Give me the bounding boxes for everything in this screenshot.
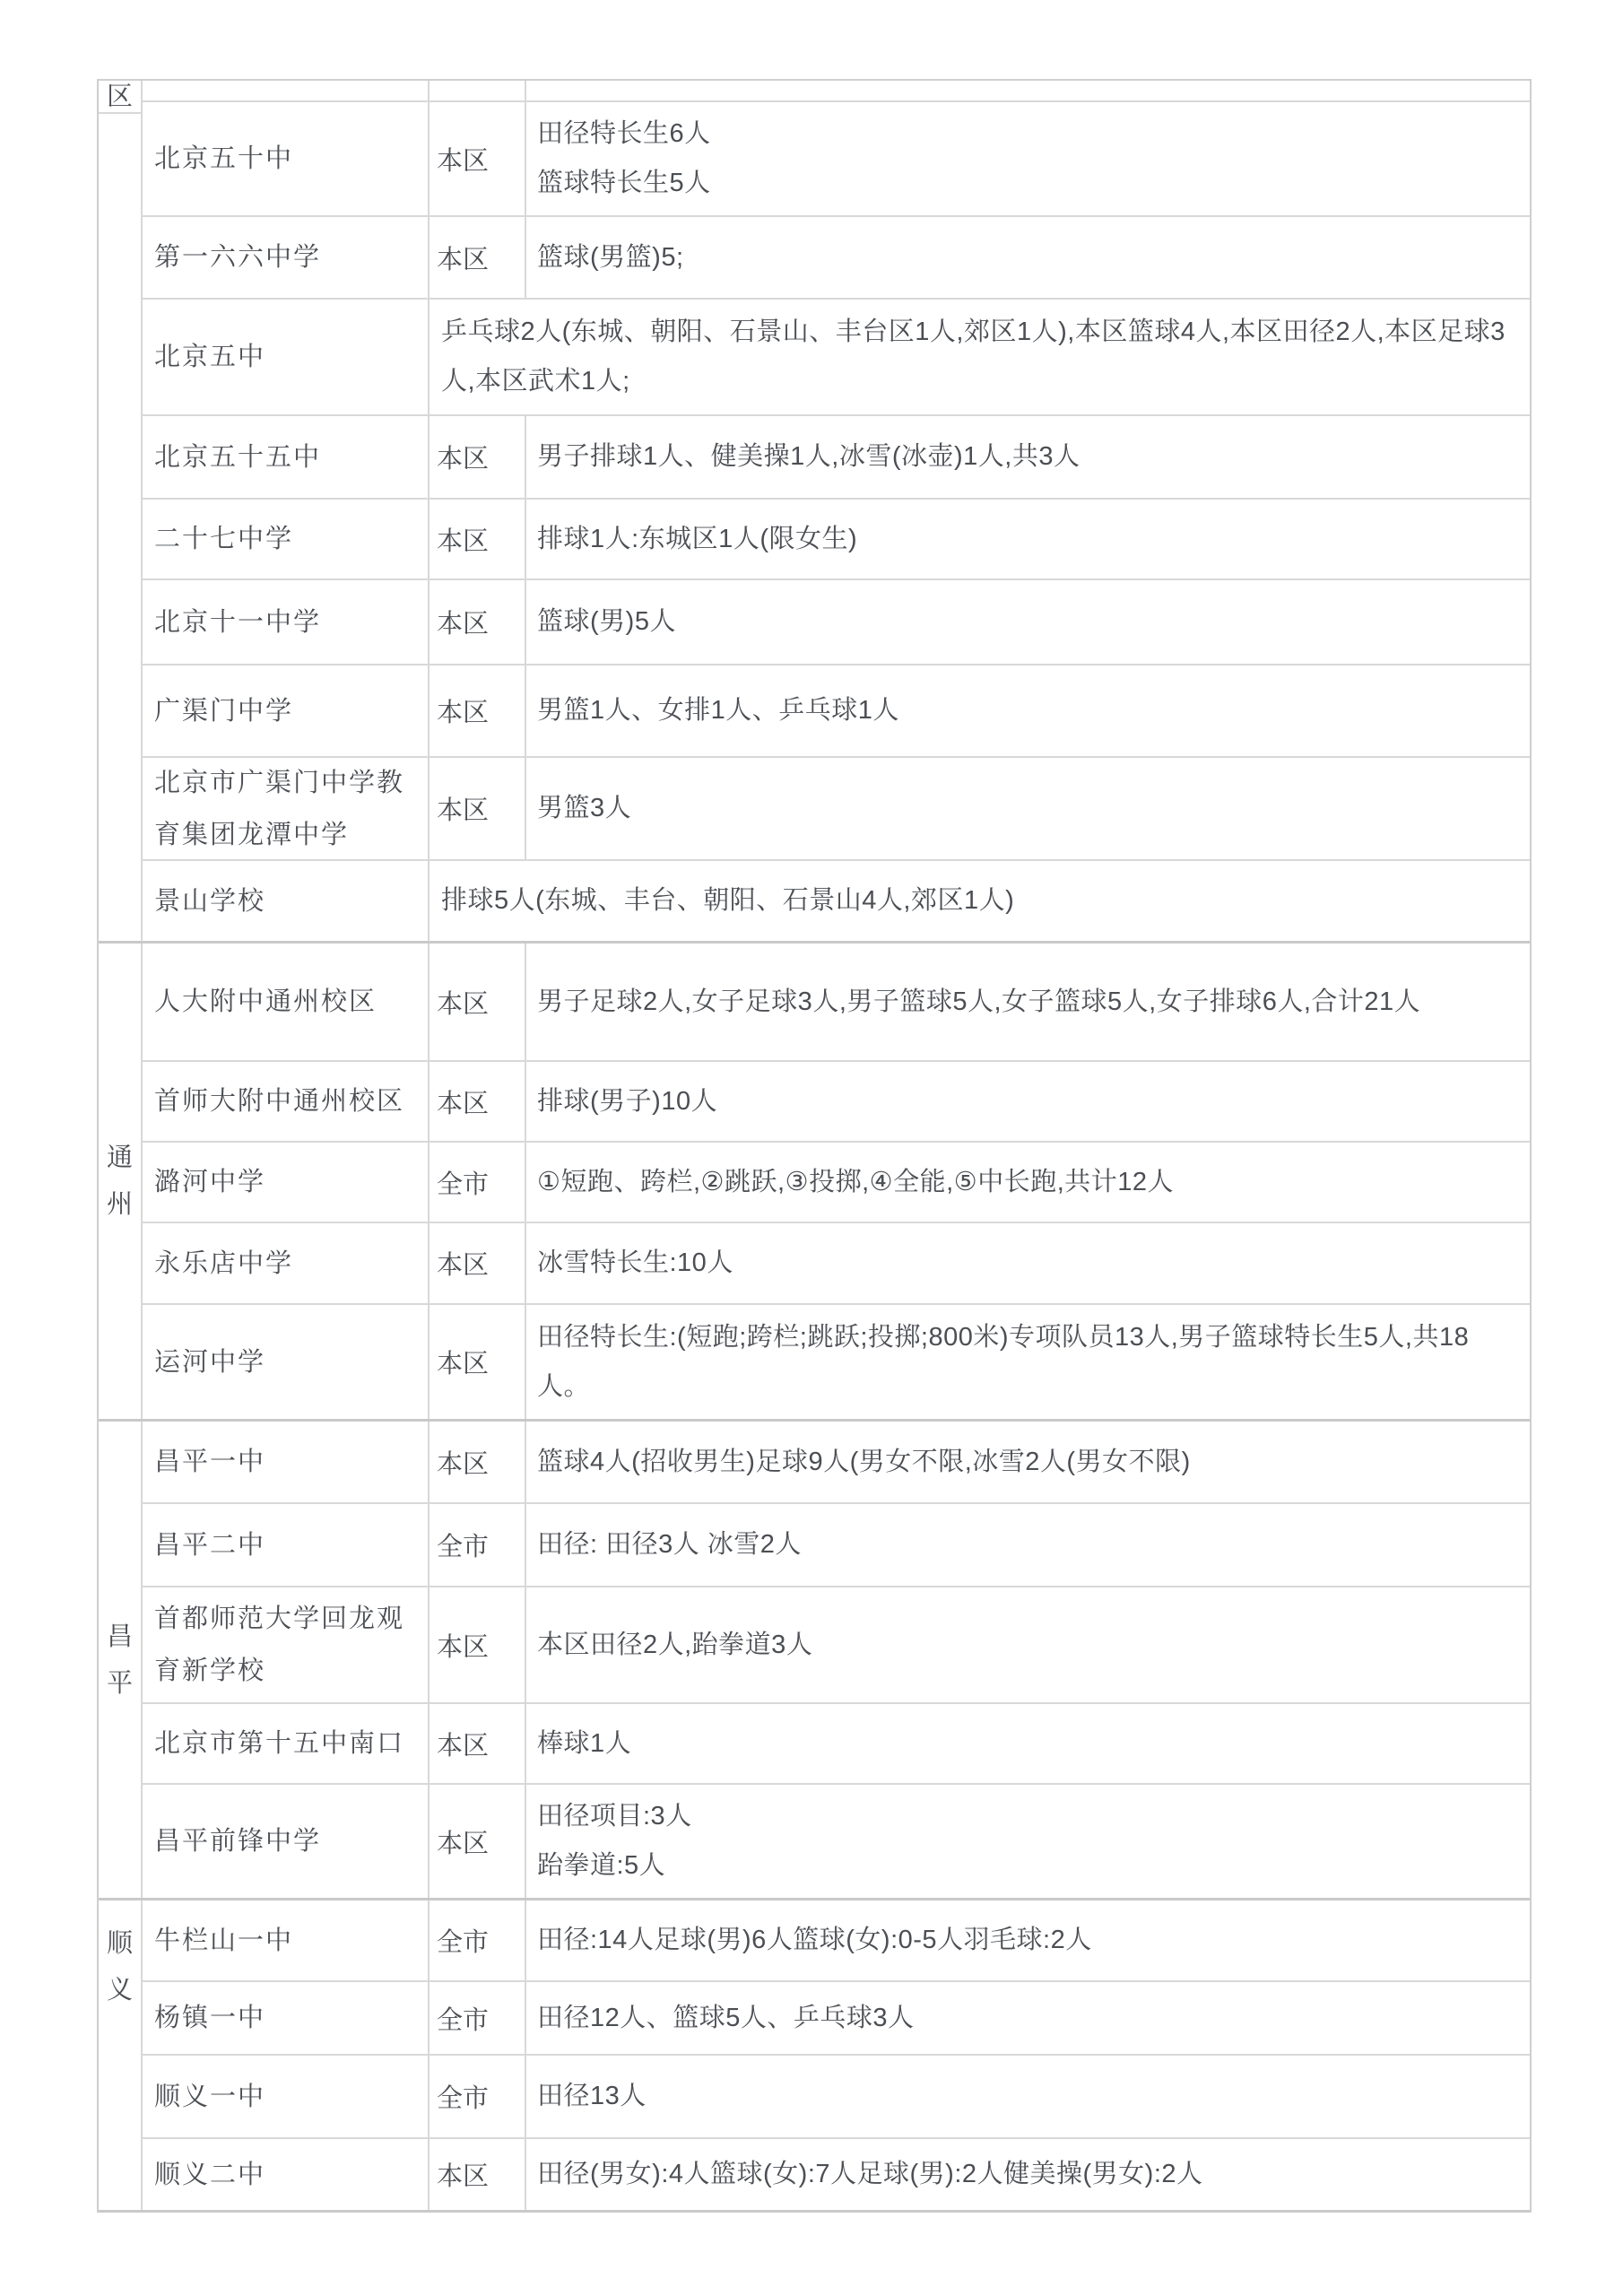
quota-detail-cell: ①短跑、跨栏,②跳跃,③投掷,④全能,⑤中长跑,共计12人 bbox=[537, 1167, 1175, 1196]
school-name-cell: 首都师范大学回龙观育新学校 bbox=[143, 1587, 430, 1702]
school-name-cell: 杨镇一中 bbox=[143, 1982, 430, 2054]
table-row bbox=[143, 2056, 1530, 2139]
quota-detail-cell: 田径:14人足球(男)6人篮球(女):0-5人羽毛球:2人 bbox=[537, 1926, 1092, 1954]
scope-cell: 本区 bbox=[430, 500, 526, 578]
school-name-cell: 昌平一中 bbox=[143, 1422, 430, 1502]
scope-cell: 本区 bbox=[430, 1422, 526, 1502]
district-label-char: 通 bbox=[106, 1144, 133, 1172]
scope-cell: 本区 bbox=[430, 416, 526, 498]
quota-detail-cell: 排球5人(东城、丰台、朝阳、石景山4人,郊区1人) bbox=[441, 886, 1015, 915]
scope-cell: 本区 bbox=[430, 1785, 526, 1898]
scope-cell: 本区 bbox=[430, 1223, 526, 1303]
school-name-cell: 永乐店中学 bbox=[143, 1223, 430, 1303]
scope-cell: 全市 bbox=[430, 1900, 526, 1980]
quota-detail-cell: 篮球4人(招收男生)足球9人(男女不限,冰雪2人(男女不限) bbox=[537, 1447, 1191, 1476]
table-row bbox=[143, 580, 1530, 665]
district-section bbox=[99, 81, 1530, 944]
school-name-cell bbox=[143, 81, 430, 100]
school-name-cell: 北京五中 bbox=[143, 300, 430, 414]
scope-cell: 本区 bbox=[430, 1704, 526, 1783]
school-name-cell: 运河中学 bbox=[143, 1305, 430, 1419]
scope-cell: 全市 bbox=[430, 1143, 526, 1222]
scope-cell: 本区 bbox=[430, 1062, 526, 1141]
table-row bbox=[143, 500, 1530, 580]
table-row bbox=[143, 861, 1530, 941]
quota-detail-line: 田径特长生6人 bbox=[537, 119, 711, 148]
quota-detail-line: 篮球特长生5人 bbox=[537, 169, 711, 197]
section-rows bbox=[143, 1900, 1530, 2210]
school-name-cell: 二十七中学 bbox=[143, 500, 430, 578]
scope-cell: 全市 bbox=[430, 1504, 526, 1586]
school-name-cell: 北京五十五中 bbox=[143, 416, 430, 498]
scope-cell: 本区 bbox=[430, 2139, 526, 2210]
table-row bbox=[143, 416, 1530, 500]
school-name-cell: 景山学校 bbox=[143, 861, 430, 941]
table-row bbox=[143, 81, 1530, 102]
school-name-cell: 顺义二中 bbox=[143, 2139, 430, 2210]
table-row bbox=[143, 1062, 1530, 1143]
quota-detail-cell: 男子排球1人、健美操1人,冰雪(冰壶)1人,共3人 bbox=[537, 442, 1081, 471]
table-row bbox=[143, 102, 1530, 217]
district-label-char: 顺 bbox=[106, 1929, 133, 1958]
table-row bbox=[143, 758, 1530, 861]
scope-cell: 本区 bbox=[430, 944, 526, 1060]
school-name-cell: 潞河中学 bbox=[143, 1143, 430, 1222]
scope-cell: 本区 bbox=[430, 1305, 526, 1419]
table-row bbox=[143, 665, 1530, 758]
table-row bbox=[143, 2139, 1530, 2210]
district-label-char: 平 bbox=[106, 1668, 133, 1698]
quota-detail-cell: 篮球(男)5人 bbox=[537, 607, 676, 636]
section-rows bbox=[143, 81, 1530, 941]
district-label-char: 义 bbox=[106, 1976, 133, 2005]
quota-detail-cell: 冰雪特长生:10人 bbox=[537, 1248, 733, 1277]
table-row bbox=[143, 944, 1530, 1062]
table-row bbox=[143, 1143, 1530, 1223]
district-cell bbox=[99, 81, 143, 941]
table-row bbox=[143, 1305, 1530, 1419]
district-partial-cell bbox=[99, 81, 141, 114]
scope-cell: 本区 bbox=[430, 217, 526, 298]
quota-detail-cell: 男篮1人、女排1人、乒乓球1人 bbox=[537, 696, 899, 725]
quota-detail-cell: 排球(男子)10人 bbox=[537, 1086, 718, 1116]
scope-cell bbox=[430, 81, 526, 100]
school-name-cell: 第一六六中学 bbox=[143, 217, 430, 298]
table-row bbox=[143, 1900, 1530, 1982]
scope-cell: 本区 bbox=[430, 758, 526, 859]
scope-cell: 本区 bbox=[430, 102, 526, 215]
quota-detail-cell bbox=[526, 81, 1530, 100]
quota-detail-cell: 田径12人、篮球5人、乒乓球3人 bbox=[537, 2003, 915, 2032]
quota-detail-cell: 男篮3人 bbox=[537, 794, 632, 822]
quota-detail-cell: 篮球(男篮)5; bbox=[537, 242, 684, 272]
quota-detail-cell: 乒乓球2人(东城、朝阳、石景山、丰台区1人,郊区1人),本区篮球4人,本区田径2人,本区足球3人,本区武术1人; bbox=[441, 317, 1506, 396]
quota-detail-cell bbox=[526, 102, 1530, 215]
table-row bbox=[143, 1587, 1530, 1704]
table-row bbox=[143, 1704, 1530, 1785]
school-name-cell: 北京市广渠门中学教育集团龙潭中学 bbox=[143, 758, 430, 859]
school-name-cell: 昌平前锋中学 bbox=[143, 1785, 430, 1898]
school-name-cell: 北京市第十五中南口 bbox=[143, 1704, 430, 1783]
admissions-table bbox=[97, 79, 1532, 2213]
district-section bbox=[99, 1900, 1530, 2213]
quota-detail-cell: 田径: 田径3人 冰雪2人 bbox=[537, 1530, 802, 1559]
district-cell bbox=[99, 1422, 143, 1898]
school-name-cell: 人大附中通州校区 bbox=[143, 944, 430, 1060]
quota-detail-cell bbox=[526, 1785, 1530, 1898]
school-name-cell: 北京十一中学 bbox=[143, 580, 430, 664]
table-row bbox=[143, 217, 1530, 300]
scope-cell: 全市 bbox=[430, 2056, 526, 2137]
table-row bbox=[143, 1504, 1530, 1587]
district-section bbox=[99, 1422, 1530, 1900]
school-name-cell: 北京五十中 bbox=[143, 102, 430, 215]
quota-detail-cell: 本区田径2人,跆拳道3人 bbox=[537, 1630, 813, 1659]
table-row bbox=[143, 1422, 1530, 1504]
quota-detail-cell: 田径特长生:(短跑;跨栏;跳跃;投掷;800米)专项队员13人,男子篮球特长生5人,共18人。 bbox=[537, 1322, 1470, 1401]
quota-detail-cell: 排球1人:东城区1人(限女生) bbox=[537, 524, 858, 553]
district-label-char: 昌 bbox=[106, 1622, 133, 1651]
quota-detail-line: 跆拳道:5人 bbox=[537, 1851, 666, 1880]
school-name-cell: 广渠门中学 bbox=[143, 665, 430, 756]
table-row bbox=[143, 1223, 1530, 1305]
section-rows bbox=[143, 944, 1530, 1419]
school-name-cell: 昌平二中 bbox=[143, 1504, 430, 1586]
scope-cell: 本区 bbox=[430, 580, 526, 664]
district-cell bbox=[99, 1900, 143, 2210]
scope-cell: 本区 bbox=[430, 1587, 526, 1702]
school-name-cell: 顺义一中 bbox=[143, 2056, 430, 2137]
district-section bbox=[99, 944, 1530, 1422]
quota-detail-cell: 田径(男女):4人篮球(女):7人足球(男):2人健美操(男女):2人 bbox=[537, 2160, 1203, 2188]
district-label: 区 bbox=[106, 82, 133, 111]
district-cell bbox=[99, 944, 143, 1419]
table-row bbox=[143, 1785, 1530, 1898]
quota-detail-line: 田径项目:3人 bbox=[537, 1802, 692, 1831]
section-rows bbox=[143, 1422, 1530, 1898]
table-row bbox=[143, 1982, 1530, 2056]
school-name-cell: 首师大附中通州校区 bbox=[143, 1062, 430, 1141]
scope-cell: 全市 bbox=[430, 1982, 526, 2054]
quota-detail-cell: 田径13人 bbox=[537, 2082, 647, 2110]
scope-cell: 本区 bbox=[430, 665, 526, 756]
quota-detail-cell: 男子足球2人,女子足球3人,男子篮球5人,女子篮球5人,女子排球6人,合计21人 bbox=[537, 987, 1421, 1016]
district-label-char: 州 bbox=[106, 1190, 133, 1219]
school-name-cell: 牛栏山一中 bbox=[143, 1900, 430, 1980]
quota-detail-cell: 棒球1人 bbox=[537, 1728, 632, 1758]
table-row bbox=[143, 300, 1530, 416]
